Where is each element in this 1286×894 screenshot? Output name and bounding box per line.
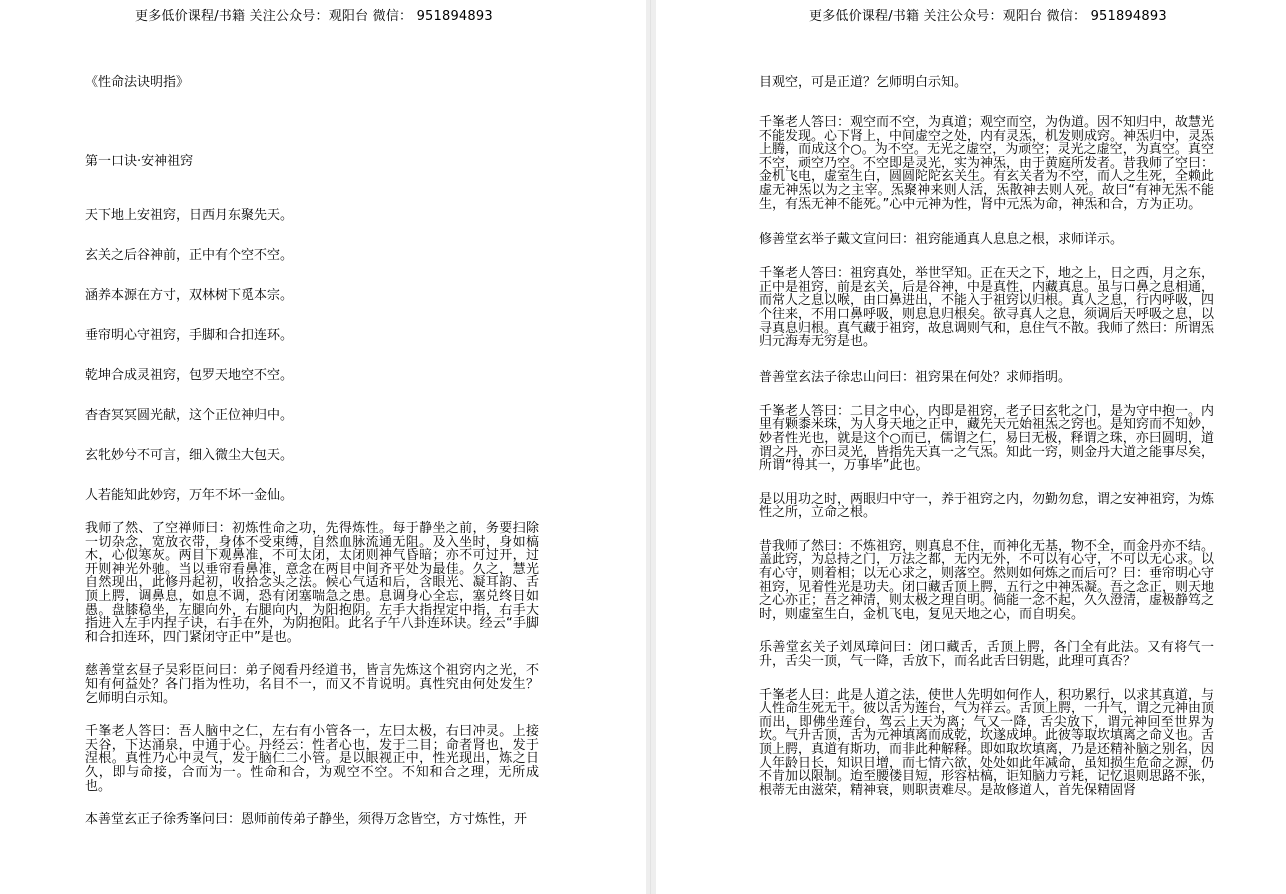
paragraph: 目观空，可是正道？乞师明白示知。 bbox=[759, 75, 968, 90]
chapter-title: 第一口诀·安神祖窍 bbox=[85, 154, 194, 169]
verse-line: 涵养本源在方寸，双林树下觅本宗。 bbox=[85, 288, 294, 303]
right-page bbox=[656, 0, 1286, 894]
paragraph: 修善堂玄举子戴文宣问曰：祖窍能通真人息息之根，求师详示。 bbox=[759, 232, 1124, 248]
page-header: 更多低价课程/书籍 关注公众号：观阳台 微信： 951894893 bbox=[809, 9, 1167, 24]
verse-line: 玄牝妙兮不可言，细入微尘大包天。 bbox=[85, 448, 294, 463]
paragraph: 千峯老人答曰：吾人脑中之仁，左右有小管各一，左曰太极，右曰冲灵。上接天谷，下达涌泉，中通于心。丹经云：性者心也，发于二目；命者肾也，发于涅根。真性乃心中灵气，发于脑仁二小管。是以眼视正中，性光现出，炼之日久，即与命接，合而为一。性命和合，为观空不空。不知和合之理，无所成也。 bbox=[85, 724, 539, 794]
paragraph: 乐善堂玄关子刘凤璋问曰：闭口藏舌，舌顶上腭，各门全有此法。又有将气一升，舌尖一顶，气一降，舌放下，而名此舌曰钥匙，此理可真否？ bbox=[759, 640, 1214, 670]
book-title: 《性命法诀明指》 bbox=[85, 75, 190, 90]
paragraph: 我师了然、了空禅师曰：初炼性命之功，先得炼性。每于静坐之前，务要扫除一切杂念，宽放衣带，身体不受束缚，自然血脉流通无阻。及入坐时，身如槁木，心似寒灰。两目下观鼻准，不可太闭，太闭则神气昏暗；亦不可过开，过开则神光外驰。当以垂帘看鼻准，意念在两目中间齐平处为最佳。久之，慧光自然现出，此修丹起初，收拾念头之法。候心气适和后，含眼光、凝耳韵、舌顶上腭，调鼻息，如息不调，恐有闭塞喘急之患。息调身心全忘，塞兑终日如愚。盘膝稳坐，左腿向外，右腿向内，为阳抱阴。左手大指捏定中指，右手大指进入左手内捏子诀，右手在外，为阴抱阳。此名子午八卦连环诀。经云“手脚和合扣连环，四门紧闭守正中”是也。 bbox=[85, 521, 539, 645]
page-body bbox=[85, 74, 539, 827]
verse-line: 玄关之后谷神前，正中有个空不空。 bbox=[85, 248, 294, 263]
paragraph: 千峯老人曰：此是人道之法，使世人先明如何作人，积功累行，以求其真道，与人性命生死无干。彼以舌为莲台，气为祥云。舌顶上腭，一升气，谓之元神由顶而出，即佛坐莲台，驾云上天为离；气又一降，舌尖放下，谓元神回至世界为坎。气升舌顶，舌为元神填离而成乾，坎遂成坤。此彼等取坎填离之命义也。舌顶上腭，真道有斯功，而非此种解释。即如取坎填离，乃是还精补脑之别名，因人年龄日长，知识日增，而七情六欲，处处如此年减命，虽知损生危命之源，仍不肯加以限制。迨至腰偻目短，形容枯槁，讵知脑力亏耗，记忆退则思路不张，根蒂无由滋荣，精神衰，则职责难尽。是故修道人，首先保精固肾 bbox=[759, 687, 1215, 798]
paragraph: 昔我师了然曰：不炼祖窍，则真息不住，而神化无基，物不全，而金丹亦不结。盖此窍，为总持之门，万法之都，无内无外，不可以有心守，不可以无心求。以有心守，则着相；以无心求之，则落空。然则如何炼之而后可？曰：垂帘明心守祖窍，见着性光是功夫。闭口藏舌顶上腭，五行之中神炁凝。吾之念正，则天地之心亦正；吾之神清，则太极之理自明。倘能一念不起，久久澄清，虚极静笃之时，则虚室生白，金机飞电，复见天地之心，而自明矣。 bbox=[759, 538, 1215, 622]
page-header: 更多低价课程/书籍 关注公众号：观阳台 微信： 951894893 bbox=[135, 9, 493, 24]
page-gutter bbox=[646, 0, 656, 894]
paragraph: 普善堂玄法子徐忠山问曰：祖窍果在何处？求师指明。 bbox=[759, 369, 1072, 385]
paragraph: 慈善堂玄昼子吴彩臣问曰：弟子阅看丹经道书，皆言先炼这个祖窍内之光，不知有何益处？各门指为性功，名目不一，而又不肯说明。真性究由何处发生？乞师明白示知。 bbox=[85, 663, 539, 706]
paragraph: 千峯老人答曰：二目之中心，内即是祖窍，老子曰玄牝之门，是为守中抱一。内里有颗黍米珠，为人身天地之正中，藏先天元始祖炁之窍也。是知窍而不知妙，妙者性光也，就是这个○而已，儒谓之仁，易曰无极，释谓之珠，亦曰圆明，道谓之丹，亦曰灵光，皆指先天真一之气炁。知此一窍，则金丹大道之能事尽矣，所谓“得其一，万事毕”此也。 bbox=[759, 403, 1215, 474]
verse-line: 乾坤合成灵祖窍，包罗天地空不空。 bbox=[85, 368, 294, 383]
paragraph: 千峯老人答曰：观空而不空，为真道；观空而空，为伪道。因不知归中，故慧光不能发现。心下肾上，中间虚空之处，内有灵炁，机发则成窍。神炁归中，灵炁上腾，而成这个○。为不空。无光之虚空，为顽空；灵光之虚空，为真空。真空不空，顽空乃空。不空即是灵光，实为神炁，由于黄庭所发者。昔我师了空曰：金机飞电，虚室生白，圆圆陀陀玄关生。有玄关者为不空，而人之生死，全赖此虚无神炁以为之主宰。炁聚神来则人活，炁散神去则人死。故曰“有神无炁不能生，有炁无神不能死。”心中元神为性，肾中元炁为命，神炁和合，方为正功。 bbox=[759, 115, 1215, 212]
page-body bbox=[759, 74, 1214, 797]
paragraph: 千峯老人答曰：祖窍真处，举世罕知。正在天之下，地之上，日之西，月之东，正中是祖窍，前是玄关，后是谷神，中是真性，内藏真息。虽与口鼻之息相通，而常人之息以喉，由口鼻进出，不能入于祖窍以归根。真人之息，行内呼吸，四个往来，不用口鼻呼吸，则息息归根矣。欲寻真人之息，须调后天呼吸之息，以寻真息归根。真气藏于祖窍，故息调则气和，息住气不散。我师了然曰：所谓炁归元海寿无穷是也。 bbox=[759, 266, 1215, 350]
paragraph: 本善堂玄正子徐秀峯问曰：恩师前传弟子静坐，须得万念皆空，方寸炼性，开 bbox=[85, 812, 528, 828]
verse-line: 杳杳冥冥圆光献，这个正位神归中。 bbox=[85, 408, 294, 423]
paragraph: 是以用功之时，两眼归中守一，养于祖窍之内，勿勤勿怠，谓之安神祖窍，为炼性之所，立命之根。 bbox=[759, 491, 1215, 521]
verse-line: 人若能知此妙窍，万年不坏一金仙。 bbox=[85, 488, 294, 503]
verse-line: 天下地上安祖窍，日西月东聚先天。 bbox=[85, 208, 294, 223]
verse-line: 垂帘明心守祖窍，手脚和合扣连环。 bbox=[85, 328, 294, 343]
